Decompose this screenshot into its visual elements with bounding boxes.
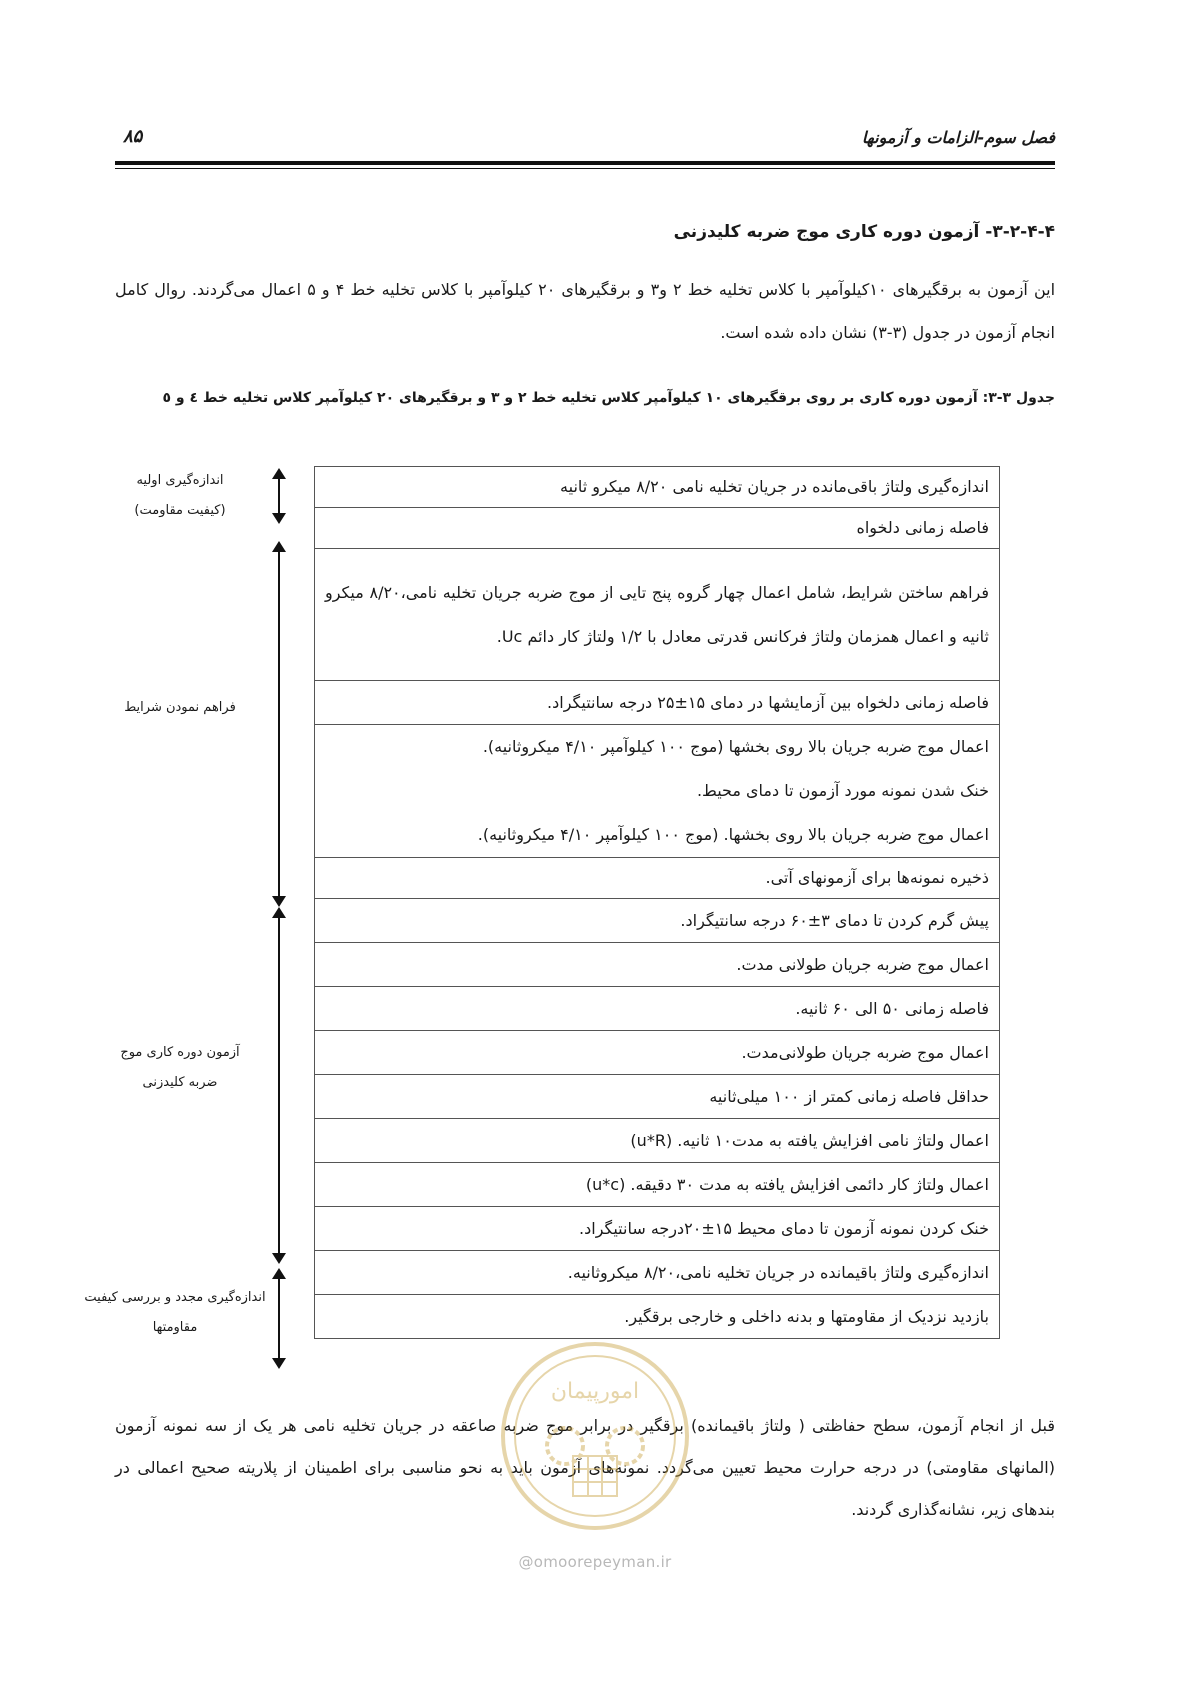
table-row [315,943,1000,987]
arrow-down-icon [272,1358,286,1369]
arrow-up-icon [272,541,286,552]
table-cell: اندازه‌گیری ولتاژ باقیمانده در جریان تخلیه نامی،۸/۲۰ میکروثانیه. [315,1251,1000,1295]
header-rule-thin [115,168,1055,169]
arrow-down-icon [272,513,286,524]
table-cell: فاصله زمانی دلخواه [315,508,1000,549]
table-cell [315,725,1000,858]
table-row [315,1295,1000,1339]
bracket-arrow-conditioning [272,543,286,905]
chapter-title: فصل سوم-الزامات و آزمونها [861,128,1055,147]
label-line: آزمون دوره کاری موج [120,1045,240,1060]
bracket-arrow-final [272,1270,286,1367]
arrow-up-icon [272,907,286,918]
header-rule-thick [115,161,1055,165]
table-cell: بازدید نزدیک از مقاومتها و بدنه داخلی و خارجی برقگیر. [315,1295,1000,1339]
table-cell [315,549,1000,681]
table-cell: اعمال موج ضربه جریان طولانی‌مدت. [315,1031,1000,1075]
arrow-up-icon [272,1268,286,1279]
closing-paragraph: قبل از انجام آزمون، سطح حفاظتی ( ولتاژ باقیمانده) برقگیر در برابر موج ضربه صاعقه در جریان تخلیه نامی هر یک از سه نمونه آزمون (المانهای مقاومتی) در درجه حرارت محیط تعیین می‌گردد. نمونه‌های آزمون باید به نحو مناسبی برای اطمینان از پلاریته صحیح اعمالی در بندهای زیر، نشانه‌گذاری گردند. [115,1416,1055,1519]
label-line: (کیفیت مقاومت) [134,503,226,518]
section-heading: ۳-۲-۴-۴- آزمون دوره کاری موج ضربه کلیدزنی [673,222,1055,242]
table-cell: اعمال ولتاژ کار دائمی افزایش یافته به مدت ۳۰ دقیقه. (u*c) [315,1163,1000,1207]
label-conditioning [70,693,290,723]
table-caption: جدول ۳-۳: آزمون دوره کاری بر روی برقگیرهای ۱۰ کیلوآمپر کلاس تخلیه خط ۲ و ۳ و برقگیرهای ۲۰ کیلوآمپر کلاس تخلیه خط ٤ و ٥ [162,390,1055,406]
label-initial-measurement [70,466,290,526]
table-row [315,987,1000,1031]
table-row [315,1163,1000,1207]
table-row [315,467,1000,508]
procedure-table [314,466,1000,1339]
table-cell: حداقل فاصله زمانی کمتر از ۱۰۰ میلی‌ثانیه [315,1075,1000,1119]
table-cell-line: اعمال موج ضربه جریان بالا روی بخشها (موج ۱۰۰ کیلوآمپر ۴/۱۰ میکروثانیه). [482,737,989,756]
bracket-arrow-initial [272,470,286,522]
table-cell: اعمال ولتاژ نامی افزایش یافته به مدت۱۰ ثانیه. (u*R) [315,1119,1000,1163]
label-line: اندازه‌گیری مجدد و بررسی کیفیت [84,1290,266,1305]
intro-paragraph: این آزمون به برقگیرهای ۱۰کیلوآمپر با کلاس تخلیه خط ۲ و۳ و برقگیرهای ۲۰ کیلوآمپر با کلاس تخلیه خط ۴ و ۵ اعمال می‌گردند. روال کامل انجام آزمون در جدول (۳-۳) نشان داده شده است. [115,280,1056,342]
table-cell: اعمال موج ضربه جریان طولانی مدت. [315,943,1000,987]
table-cell: اندازه‌گیری ولتاژ باقی‌مانده در جریان تخلیه نامی ۸/۲۰ میکرو ثانیه [315,467,1000,508]
table-row [315,1251,1000,1295]
arrow-down-icon [272,1253,286,1264]
table-row [315,1119,1000,1163]
label-line: اندازه‌گیری اولیه [136,473,224,488]
table-row [315,1207,1000,1251]
watermark-seal-icon [495,1336,695,1536]
table-row [315,725,1000,858]
label-line: مقاومتها [152,1320,198,1335]
table-row [315,1075,1000,1119]
table-row [315,508,1000,549]
table-cell: پیش گرم کردن تا دمای ۳±۶۰ درجه سانتیگراد. [315,899,1000,943]
label-line: فراهم نمودن شرایط [124,700,236,715]
arrow-up-icon [272,468,286,479]
svg-text:امورپیمان: امورپیمان [550,1379,640,1404]
page-number: ۸۵ [123,126,143,147]
watermark-url: @omoorepeyman.ir [518,1553,672,1571]
bracket-arrow-duty [272,909,286,1262]
table-row [315,549,1000,681]
table-cell-text: فراهم ساختن شرایط، شامل اعمال چهار گروه پنج تایی از موج ضربه جریان تخلیه نامی،۸/۲۰ میکرو ثانیه و اعمال همزمان ولتاژ فرکانس قدرتی معادل با ۱/۲ ولتاژ کار دائم Uc. [325,582,990,646]
table-cell: ذخیره نمونه‌ها برای آزمونهای آتی. [315,858,1000,899]
label-final-measurement [60,1283,290,1343]
table-row [315,1031,1000,1075]
table-row [315,858,1000,899]
arrow-down-icon [272,896,286,907]
table-cell: فاصله زمانی ۵۰ الی ۶۰ ثانیه. [315,987,1000,1031]
table-cell-line: خنک شدن نمونه مورد آزمون تا دمای محیط. [696,781,989,800]
table-cell-line: اعمال موج ضربه جریان بالا روی بخشها. (موج ۱۰۰ کیلوآمپر ۴/۱۰ میکروثانیه). [477,825,989,844]
table-row [315,681,1000,725]
label-line: ضربه کلیدزنی [142,1075,218,1090]
label-duty-test [70,1038,290,1098]
table-cell: فاصله زمانی دلخواه بین آزمایشها در دمای ۱۵±۲۵ درجه سانتیگراد. [315,681,1000,725]
table-row [315,899,1000,943]
table-cell: خنک کردن نمونه آزمون تا دمای محیط ۱۵±۲۰درجه سانتیگراد. [315,1207,1000,1251]
